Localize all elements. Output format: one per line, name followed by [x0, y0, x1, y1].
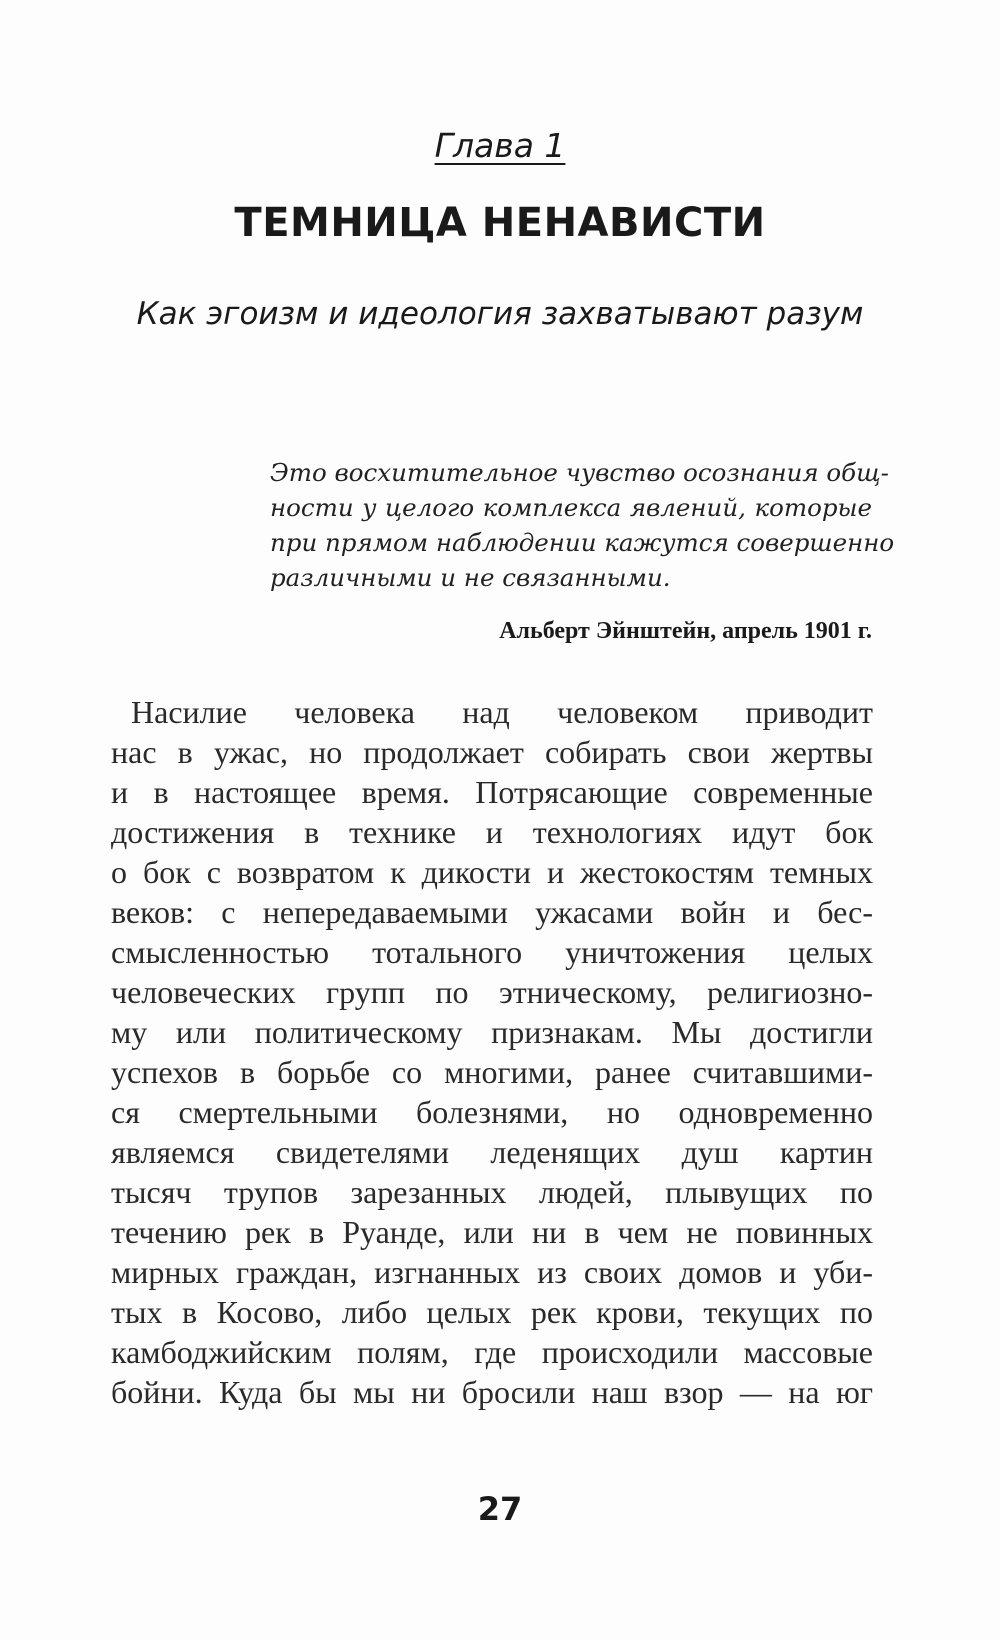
chapter-subtitle: Как эгоизм и идеология захватывают разум — [136, 296, 864, 332]
epigraph-attribution: Альберт Эйнштейн, апрель 1901 г. — [499, 618, 872, 644]
body-line: и в настоящее время. Потрясающие современные — [111, 774, 873, 810]
chapter-label-text: Глава 1 — [434, 126, 566, 165]
body-line: му или политическому признакам. Мы достигли — [111, 1014, 873, 1050]
body-line: человеческих групп по этническому, религиозно- — [111, 974, 873, 1010]
body-line: успехов в борьбе со многими, ранее считавшими- — [111, 1054, 873, 1090]
body-line: веков: с непередаваемыми ужасами войн и бес- — [111, 894, 873, 930]
body-line: смысленностью тотального уничтожения целых — [111, 934, 873, 970]
body-line: Насилие человека над человеком приводит — [131, 694, 873, 730]
epigraph — [270, 455, 895, 595]
body-line: тысяч трупов зарезанных людей, плывущих по — [111, 1174, 873, 1210]
body-line: о бок с возвратом к дикости и жестокостям темных — [111, 854, 873, 890]
epigraph-line: различными и не связанными. — [270, 563, 671, 592]
body-line: течению рек в Руанде, или ни в чем не повинных — [111, 1214, 873, 1250]
body-line: бойни. Куда бы мы ни бросили наш взор — на юг — [111, 1374, 873, 1410]
body-line: мирных граждан, изгнанных из своих домов и уби- — [111, 1254, 873, 1290]
chapter-title: ТЕМНИЦА НЕНАВИСТИ — [234, 200, 766, 246]
body-line: ся смертельными болезнями, но одновременно — [111, 1094, 873, 1130]
epigraph-line: при прямом наблюдении кажутся совершенно — [270, 528, 895, 557]
chapter-label — [0, 126, 1000, 165]
body-line: достижения в технике и технологиях идут бок — [111, 814, 873, 850]
epigraph-line: ности у целого комплекса явлений, которые — [270, 493, 872, 522]
body-line: являемся свидетелями леденящих душ картин — [111, 1134, 873, 1170]
page-number: 27 — [477, 1490, 523, 1528]
body-text — [111, 692, 873, 1412]
epigraph-line: Это восхитительное чувство осознания общ- — [270, 458, 889, 487]
body-line: нас в ужас, но продолжает собирать свои жертвы — [111, 734, 873, 770]
body-line: камбоджийским полям, где происходили массовые — [111, 1334, 873, 1370]
body-line: тых в Косово, либо целых рек крови, текущих по — [111, 1294, 873, 1330]
